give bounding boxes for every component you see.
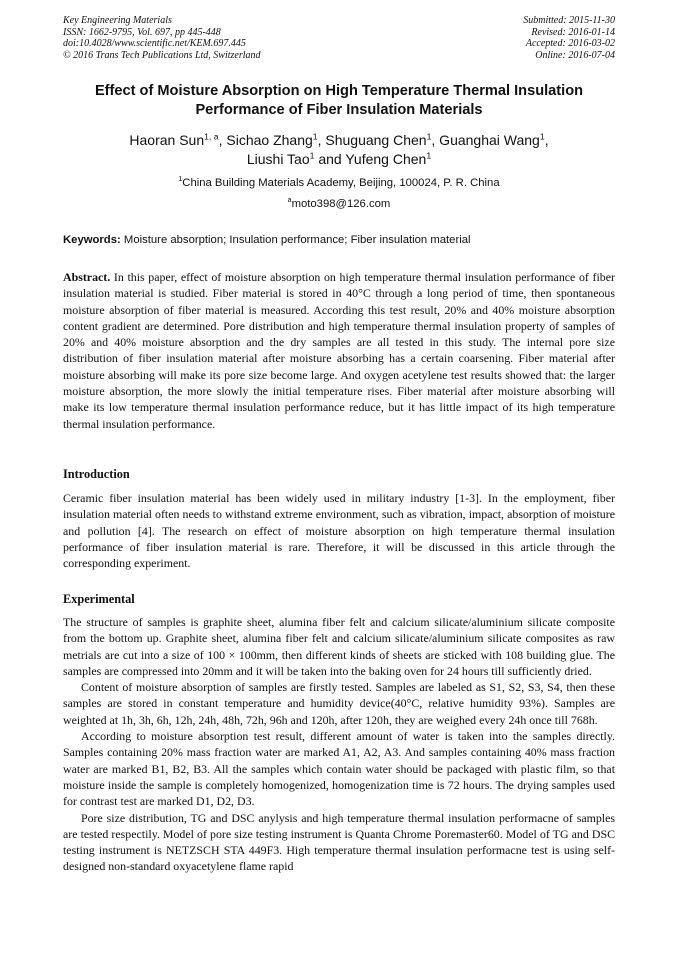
abstract-text: In this paper, effect of moisture absorption on high temperature thermal insulation performance of fiber insulation material is studied. Fiber material is stored in 40°C through a long period of time, then spontaneous moisture absorption of fiber material is measured. According this test result, 20% and 40% moisture absorption content gradient are determined. Pore distribution and high temperature thermal insulation property of samples of 20% and 40% moisture absorption and the dry samples are all tested in this study. The internal pore size distribution of fiber insulation material after moisture absorbing has a certain coarsening. Fiber material after moisture absorbing will make its pore size become large. And oxygen acetylene test results showed that: the larger moisture absorption, the more slowly the initial temperature rises. Fiber material after moisture absorbing will make its low temperature thermal insulation performance reduce, but it has little impact of its high temperature thermal insulation performance. [63,270,615,431]
author-name: , Guanghai Wang [431,132,540,148]
email-text: moto398@126.com [291,198,391,210]
introduction-heading: Introduction [63,467,130,481]
author-sup: 1 [426,131,432,142]
affiliation-sup: 1 [178,176,183,184]
introduction-paragraph: Ceramic fiber insulation material has been widely used in military industry [1-3]. In the employment, fiber insulation material often needs to withstand extreme environment, such as vibration, impact, absorption of moisture and pollution [4]. The research on effect of moisture absorption on high temperature thermal insulation performance of fiber insulation material is rare. Therefore, it will be discussed in this article through the corresponding experiment. [63,491,615,571]
affiliation [50,176,628,190]
experimental-section [63,614,615,875]
keywords-text: Moisture absorption; Insulation performance; Fiber insulation material [120,234,471,246]
email-sup: a [287,197,292,205]
journal-copyright: © 2016 Trans Tech Publications Ltd, Switzerland [63,49,261,61]
experimental-paragraph-2: Content of moisture absorption of samples are firstly tested. Samples are labeled as S1, S2, S3, S4, then these samples are stored in constant temperature and humidity device(40°C, relative humidity 93%). Samples are weighted at 1h, 3h, 6h, 12h, 24h, 48h, 72h, 96h and 120h, after 120h, they are weighed every 24h once till 768h. [63,680,615,727]
title-line-2: Performance of Fiber Insulation Materials [195,101,483,118]
introduction-section [63,490,615,571]
experimental-heading: Experimental [63,592,135,606]
title-line-1: Effect of Moisture Absorption on High Temperature Thermal Insulation [94,83,584,99]
experimental-paragraph-1: The structure of samples is graphite sheet, alumina fiber felt and calcium silicate/aluminium silicate composite from the bottom up. Graphite sheet, alumina fiber felt and calcium silicate/aluminium silicate composites as raw metrials are cut into a size of 100 × 100mm, then different kinds of sheets are sticked with 108 building glue. The samples are compressed into 20mm and it will be taken into the baking oven for 24 hours till sufficiently dried. [63,615,615,678]
journal-name: Key Engineering Materials [63,15,172,26]
abstract-label: Abstract. [63,270,111,284]
author-separator: , [544,132,549,148]
author-line-1 [50,131,628,150]
abstract-paragraph [63,269,615,432]
keywords-label: Keywords: [63,234,121,246]
experimental-paragraph-3: According to moisture absorption test result, different amount of water is taken into the samples directly. Samples containing 20% mass fraction water are marked A1, A2, A3. And samples containing 40% mass fraction water are marked B1, B2, B3. All the samples which contain water should be packaged with plastic film, so that moisture inside the sample is completely homogenized, homogenization time is 72 hours. The drying samples used for contrast test are marked D1, D2, D3. [63,729,615,809]
journal-issn: ISSN: 1662-9795, Vol. 697, pp 445-448 [63,26,221,38]
author-sup: 1, a [204,131,219,142]
journal-info [63,15,261,61]
author-sup: 1 [539,131,545,142]
author-name: Haoran Sun [129,132,205,148]
paper-title [50,82,628,119]
date-revised: Revised: 2016-01-14 [531,26,615,38]
author-sup: 1 [312,131,318,142]
date-accepted: Accepted: 2016-03-02 [525,38,615,49]
author-list [50,131,628,168]
author-email [50,197,628,211]
author-name: and Yufeng Chen [314,150,427,167]
author-name: , Sichao Zhang [218,132,313,148]
date-submitted: Submitted: 2015-11-30 [523,15,615,26]
author-line-2 [50,150,628,169]
author-name: , Shuguang Chen [317,132,427,148]
author-name: Liushi Tao [246,150,310,167]
journal-doi: doi:10.4028/www.scientific.net/KEM.697.445 [63,38,246,49]
publication-dates [523,15,615,61]
affiliation-text: China Building Materials Academy, Beijing, 100024, P. R. China [182,177,500,189]
author-sup: 1 [426,149,432,160]
keywords [63,233,623,247]
author-sup: 1 [309,149,315,160]
abstract [63,269,615,432]
experimental-paragraph-4: Pore size distribution, TG and DSC anylysis and high temperature thermal insulation performacne of samples are tested respectily. Model of pore size testing instrument is Quanta Chrome Poremaster60. Model of TG and DSC testing instrument is NETZSCH STA 449F3. High temperature thermal insulation performacne test is using self-designed non-standard oxyacetylene flame rapid [63,810,615,874]
date-online: Online: 2016-07-04 [535,49,615,61]
